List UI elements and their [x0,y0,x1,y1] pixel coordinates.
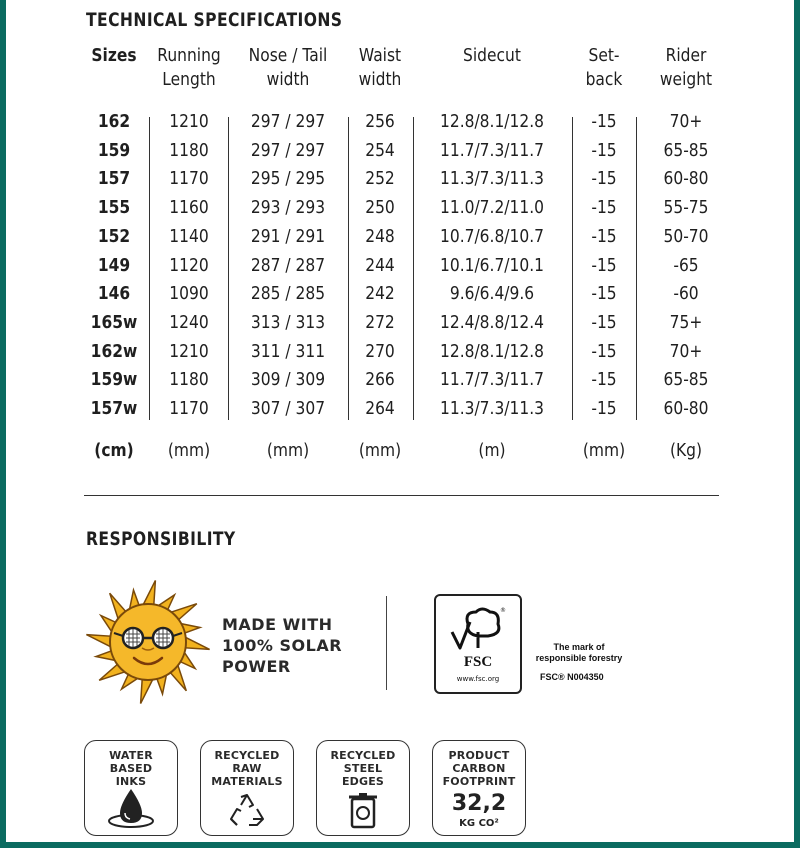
table-cell: 60-80 [663,168,709,190]
table-cell: 162w [90,340,138,362]
table-cell: -15 [591,197,617,219]
responsibility-title: RESPONSIBILITY [86,528,236,550]
table-cell: 165w [90,311,138,333]
table-cell: 1180 [169,139,209,161]
column-unit: (mm) [582,440,626,461]
table-cell: 313 / 313 [250,311,326,333]
badge-line: EDGES [341,775,385,788]
table-cell: 162 [97,111,131,132]
solar-line-2: 100% SOLAR [222,636,343,655]
sun-ray [184,636,210,649]
column-rider-weight [647,0,724,470]
table-cell: 256 [365,111,395,132]
column-header-line: back [585,69,623,90]
column-separator [348,117,349,420]
table-cell: -15 [591,340,617,362]
column-header [350,44,410,92]
table-cell: 10.1/6.7/10.1 [439,254,544,276]
badge-line: RAW [232,762,262,775]
table-cell: 297 / 297 [250,139,326,161]
table-cell: 157w [90,398,138,419]
carbon-value: 32,2 [451,791,507,816]
table-cell: 293 / 293 [250,197,326,219]
table-cell: 60-80 [663,398,709,419]
table-cell: -15 [591,254,617,276]
solar-line-1: MADE WITH [222,615,333,634]
table-cell: 11.3/7.3/11.3 [439,168,544,190]
column-separator [413,117,414,420]
table-cell: 1170 [169,398,209,419]
table-cell: 155 [97,197,131,219]
column-unit: (mm) [358,440,402,461]
table-cell: 65-85 [663,139,709,161]
table-cell: 270 [365,340,395,362]
table-cell: 254 [365,139,395,161]
solar-line-3: POWER [222,657,291,676]
fsc-logo [434,594,522,694]
column-header-line: Waist [358,45,402,66]
carbon-unit: KG CO² [459,818,499,829]
vertical-divider [386,596,387,690]
table-cell: -15 [591,283,617,305]
table-cell: -15 [591,398,617,419]
table-cell: 248 [365,225,395,247]
table-cell: 1210 [169,340,209,362]
badge-line: PRODUCT [448,749,510,762]
table-cell: -15 [591,168,617,190]
sun-ray [142,580,155,606]
table-cell: 285 / 285 [250,283,326,305]
table-cell: 297 / 297 [250,111,326,132]
table-cell: 295 / 295 [250,168,326,190]
recycle-icon [201,793,293,829]
table-cell: 146 [97,283,131,305]
column-header-line: Running [157,45,221,66]
fsc-tagline [524,642,634,664]
column-unit: (mm) [266,440,310,461]
column-unit: (Kg) [669,440,703,461]
table-cell: 70+ [669,111,703,132]
column-running-length [150,0,227,470]
badge-line: RECYCLED [214,749,280,762]
column-separator [149,117,150,420]
column-waist-width [350,0,410,470]
table-cell: 250 [365,197,395,219]
table-cell: -15 [591,111,617,132]
table-cell: -65 [673,254,699,276]
table-cell: 9.6/6.4/9.6 [449,283,535,305]
table-cell: 272 [365,311,395,333]
badge-line: BASED [109,762,153,775]
table-cell: 11.7/7.3/11.7 [439,139,544,161]
fsc-tree-icon [448,604,508,654]
column-header [84,44,144,68]
table-cell: 75+ [669,311,703,333]
column-header-line: Length [162,69,216,90]
column-header-line: weight [659,69,713,90]
fsc-code: FSC® N004350 [540,672,604,682]
column-sidecut [428,0,557,470]
sun-ray [141,678,154,704]
table-cell: 1120 [169,254,209,276]
column-separator [572,117,573,420]
table-cell: 11.3/7.3/11.3 [439,398,544,419]
table-cell: 12.8/8.1/12.8 [439,340,544,362]
badge-line: CARBON [452,762,506,775]
table-cell: 50-70 [663,225,709,247]
table-cell: 1170 [169,168,209,190]
badge-line: STEEL [343,762,383,775]
table-cell: -15 [591,369,617,391]
section-divider [84,495,719,496]
table-cell: 1140 [169,225,209,247]
column-separator [228,117,229,420]
table-cell: 157 [97,168,131,190]
table-cell: 1210 [169,111,209,132]
table-cell: 266 [365,369,395,391]
column-header-line: Sizes [91,45,137,66]
column-nose-tail-width [241,0,336,470]
column-header [241,44,336,92]
column-setback [578,0,630,470]
badge-line: WATER [109,749,153,762]
column-unit: (m) [478,440,506,461]
table-cell: 1160 [169,197,209,219]
column-unit: (mm) [167,440,211,461]
table-cell: 1180 [169,369,209,391]
carbon-footprint-badge [432,740,526,836]
table-cell: 244 [365,254,395,276]
column-header-line: Nose / Tail [248,45,328,66]
table-cell: 12.8/8.1/12.8 [439,111,544,132]
recycled-steel-edges-badge [316,740,410,836]
table-cell: -15 [591,139,617,161]
table-cell: -60 [673,283,699,305]
table-cell: 287 / 287 [250,254,326,276]
column-separator [636,117,637,420]
column-header [150,44,227,92]
column-header [647,44,724,92]
table-cell: 152 [97,225,131,247]
recycled-raw-materials-badge [200,740,294,836]
column-header-line: Rider [665,45,707,66]
table-cell: 70+ [669,340,703,362]
table-cell: 12.4/8.8/12.4 [439,311,544,333]
table-cell: -15 [591,225,617,247]
badge-line: INKS [115,775,147,788]
table-cell: 159w [90,369,138,391]
badge-line: FOOTPRINT [442,775,516,788]
svg-text:®: ® [500,607,506,614]
table-cell: 1240 [169,311,209,333]
column-unit: (cm) [94,440,134,461]
fsc-url: www.fsc.org [456,675,500,683]
column-header-line: Set- [588,45,620,66]
solar-power-text [222,614,342,677]
technical-specifications-title: TECHNICAL SPECIFICATIONS [86,9,343,31]
column-header-line: Sidecut [463,45,521,66]
table-cell: 309 / 309 [250,369,326,391]
table-cell: -15 [591,311,617,333]
column-header [428,44,557,68]
fsc-tagline-2: responsible forestry [535,653,623,663]
water-based-inks-badge [84,740,178,836]
table-cell: 264 [365,398,395,419]
fsc-tagline-1: The mark of [553,642,605,652]
table-cell: 65-85 [663,369,709,391]
column-sizes [84,0,144,470]
badge-line: RECYCLED [330,749,396,762]
column-header-line: width [266,69,310,90]
table-cell: 291 / 291 [250,225,326,247]
table-cell: 159 [97,139,131,161]
table-cell: 11.0/7.2/11.0 [439,197,544,219]
table-cell: 242 [365,283,395,305]
table-cell: 311 / 311 [250,340,326,362]
recycle-bin-icon [317,791,409,829]
table-cell: 1090 [169,283,209,305]
table-cell: 149 [97,254,131,276]
table-cell: 11.7/7.3/11.7 [439,369,544,391]
column-header [578,44,630,92]
sun-logo-icon [84,578,212,706]
table-cell: 55-75 [663,197,709,219]
table-cell: 10.7/6.8/10.7 [439,225,544,247]
table-cell: 252 [365,168,395,190]
water-drop-icon [85,787,177,829]
column-header-line: width [358,69,402,90]
spec-sheet [6,0,794,842]
table-cell: 307 / 307 [250,398,326,419]
badge-line: MATERIALS [211,775,283,788]
fsc-logo-text: FSC [463,654,493,670]
sun-ray [86,635,112,648]
